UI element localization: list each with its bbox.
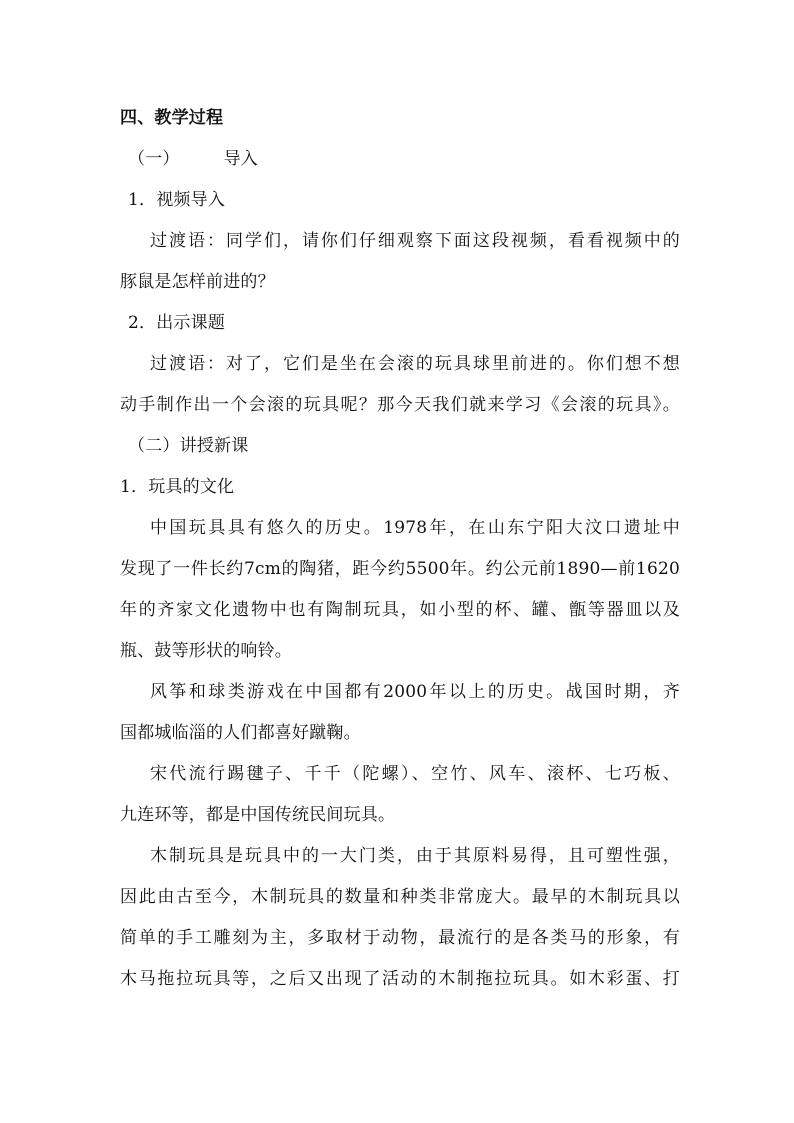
part1-title: 导入: [223, 149, 259, 169]
para2-line-1-text: 风筝和球类游戏在中国都有2000年以上的历史。战国时期，齐: [150, 682, 680, 702]
para4-line-4: [120, 959, 680, 1000]
para4-line-2: [120, 877, 680, 918]
part2-title: （二）讲授新课: [128, 436, 249, 456]
part1-label: （一）: [128, 149, 180, 169]
para1-line-3: [120, 590, 680, 631]
para3-line-1: [120, 754, 680, 795]
para1-line-1-text: 中国玩具具有悠久的历史。1978年，在山东宁阳大汶口遗址中: [150, 518, 680, 538]
section1-title: 1．玩具的文化: [120, 477, 235, 497]
para3-line-1-text: 宋代流行踢毽子、千千（陀螺）、空竹、风车、滚杯、七巧板、: [150, 764, 680, 784]
section-title: 四、教学过程: [120, 108, 224, 128]
para1-line-4: 瓶、鼓等形状的响铃。: [120, 641, 292, 661]
item1-title: 1．视频导入: [128, 190, 226, 210]
item2-para-line-1: [120, 344, 680, 385]
para4-line-2-text: 因此由古至今，木制玩具的数量和种类非常庞大。最早的木制玩具以: [120, 887, 680, 907]
item1-para-line-2: 豚鼠是怎样前进的？: [120, 272, 275, 292]
item2-para-line-2-text: 动手制作出一个会滚的玩具呢？那今天我们就来学习《会滚的玩具》。: [120, 395, 680, 415]
item2-para-line-2: [120, 385, 680, 426]
para2-line-2: 国都城临淄的人们都喜好蹴鞠。: [120, 723, 361, 743]
item2-title: 2．出示课题: [128, 313, 226, 333]
para4-line-1-text: 木制玩具是玩具中的一大门类，由于其原料易得，且可塑性强，: [150, 846, 680, 866]
para3-line-2: 九连环等，都是中国传统民间玩具。: [120, 805, 396, 825]
para4-line-1: [120, 836, 680, 877]
para4-line-3: [120, 918, 680, 959]
para1-line-2-text: 发现了一件长约7cm的陶猪，距今约5500年。约公元前1890—前1620: [120, 559, 680, 579]
para1-line-3-text: 年的齐家文化遗物中也有陶制玩具，如小型的杯、罐、甑等器皿以及: [120, 600, 680, 620]
part1-heading: [120, 139, 680, 180]
para4-line-4-text: 木马拖拉玩具等，之后又出现了活动的木制拖拉玩具。如木彩蛋、打: [120, 969, 680, 989]
para1-line-2: [120, 549, 680, 590]
document-body: [120, 98, 680, 1000]
para4-line-3-text: 简单的手工雕刻为主，多取材于动物，最流行的是各类马的形象，有: [120, 928, 680, 948]
item1-para-line-1: [120, 221, 680, 262]
para1-line-1: [120, 508, 680, 549]
item2-para-line-1-text: 过渡语：对了，它们是坐在会滚的玩具球里前进的。你们想不想: [150, 354, 680, 374]
item1-para-line-1-text: 过渡语：同学们，请你们仔细观察下面这段视频，看看视频中的: [150, 231, 680, 251]
para2-line-1: [120, 672, 680, 713]
